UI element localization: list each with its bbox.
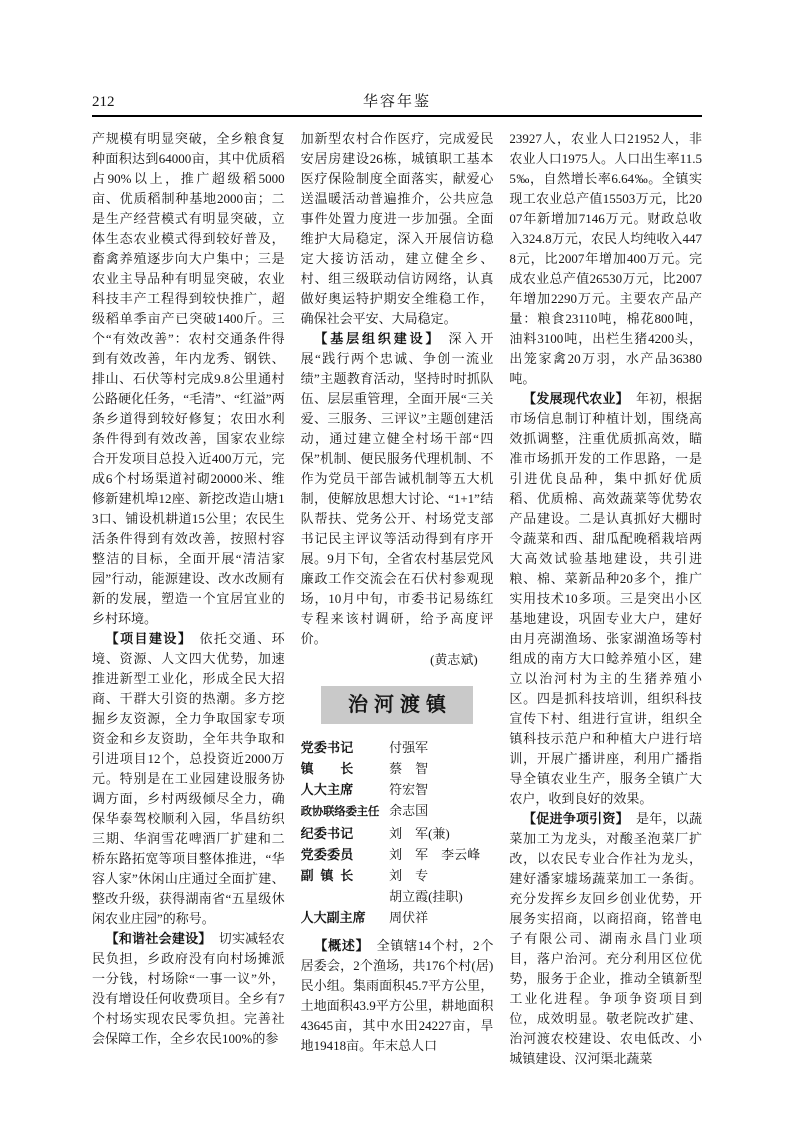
paragraph-text: 产规模有明显突破，全乡粮食复种面积达到64000亩，其中优质稻占90%以上，推广超级稻5000亩、优质稻制种基地2000亩；二是生产经营模式有明显突破，立体生态农业模式得到较好普及，畜禽养殖逐步向大户集中；三是农业主导品种有明显突破，农业科技丰产工程得到较快推广，超级稻单季亩产已突破1400斤。三个“有效改善”：农村交通条件得到有效改善，年内龙秀、钢铁、排山、石伏等村完成9.8公里通村公路硬化任务，“毛清”、“红溢”两条乡道得到较好修复；农田水利条件得到有效改善，国家农业综合开发项目总投入近400万元，完成6个村场渠道衬砌20000米、维修新建机埠12座、新挖改造山塘13口、铺设机耕道15公里；农民生活条件得到有效改善，按照村容整洁的目标，全面开展“清洁家园”行动，能源建设、改水改厕有新的发展，塑造一个宜居宜业的乡村环境。 [92, 131, 285, 626]
paragraph-text: 23927人，农业人口21952人，非农业人口1975人。人口出生率11.55‰，自然增长率6.64‰。全镇实现工农业总产值15503万元，比2007年新增加7146万元。财政总收入324.8万元，农民人均纯收入4478元，比2007年增加400万元。完成农业总产值26530万元，比2007年增加2290万元。主要农产品产量：粮食23110吨，棉花800吨，油料3100吨，出栏生猪4200头，出笼家禽20万羽，水产品36380吨。 [509, 131, 702, 386]
paragraph-text: 是年，以蔬菜加工为龙头，对酸圣泡菜厂扩改，以农民专业合作社为龙头，建好潘家墟场蔬菜加工一条街。充分发挥乡友回乡创业优势，开展务实招商，以商招商，铭普电子有限公司、湖南永昌门业项目，落户治河。充分利用区位优势，服务于企业，推动全镇新型工业化进程。争项争资项目到位，成效明显。敬老院改扩建、治河渡农校建设、农电低改、小城镇建设、汉河渠北蔬菜 [509, 811, 702, 1066]
paragraph-text: 年初，根据市场信息制订种植计划，围绕高效抓调整，注重优质抓高效，瞄准市场抓开发的工作思路，一是引进优良品种，集中抓好优质稻、优质棉、高效蔬菜等优势农产品建设。二是认真抓好大棚时令蔬菜和西、甜瓜配晚稻栽培两大高效试验基地建设，共引进粮、棉、菜新品种20多个，推广实用技术10多项。三是突出小区基地建设，巩固专业大户，建好由月亮湖渔场、张家湖渔场等村组成的南方大口鲶养殖小区，建立以治河村为主的生猪养殖小区。四是抓科技培训，组织科技宣传下村、组进行宣讲，组织全镇科技示范户和种植大户进行培训，开展广播讲座，利用广播指导全镇农业生产，服务全镇广大农户，收到良好的效果。 [509, 391, 702, 806]
paragraph-text: 依托交通、环境、资源、人文四大优势，加速推进新型工业化，形成全民大招商、干群大引资的热潮。多方挖掘乡友资源，全力争取国家专项资金和乡友资助，全年共争取和引进项目12个，总投资近2000万元。特别是在工业园建设服务协调方面，乡村两级倾尽全力，确保华泰驾校顺利入园，华昌纺织三期、华润雪花啤酒厂扩建和二桥东路拓宽等项目整体推进，“华容人家”休闲山庄通过全面扩建、整改升级，获得湖南省“五星级休闲农业庄园”的称号。 [92, 631, 285, 926]
column-center [301, 129, 494, 1079]
header-rule [92, 115, 702, 117]
official-role: 政协联络委主任 [300, 806, 380, 818]
official-row [301, 865, 494, 886]
paragraph-text: 深入开展“践行两个忠诚、争创一流业绩”主题教育活动，坚持时时抓队伍、层层重管理，全面开展“三关爱、三服务、三评议”主题创建活动，通过建立健全村场干部“四保”机制、便民服务代理机制、不作为党员干部告诫机制等五大机制，使解放思想大讨论、“1+1”结队帮扶、党务公开、村场党支部书记民主评议等活动得到有序开展。9月下旬，全省农村基层党风廉政工作交流会在石伏村参观现场，10月中旬，市委书记易练红专程来该村调研，给予高度评价。 [300, 331, 494, 646]
section-heading: 【基层组织建设】 [314, 331, 442, 346]
paragraph [509, 129, 702, 389]
official-row [301, 779, 494, 800]
paragraph [92, 929, 285, 1049]
official-name: 符宏智 [389, 782, 429, 797]
officials-list [301, 737, 494, 928]
official-role: 镇长 [300, 761, 354, 776]
paragraph-text: 加新型农村合作医疗，完成爱民安居房建设26栋，城镇职工基本医疗保险制度全面落实，献爱心送温暖活动普遍推介，公共应急事件处置力度进一步加强。全面维护大局稳定，深入开展信访稳定大接访活动，建立健全乡、村、组三级联动信访网络，认真做好奥运特护期安全维稳工作，确保社会平安、大局稳定。 [300, 131, 494, 326]
section-heading: 【项目建设】 [105, 631, 193, 646]
column-left [92, 129, 285, 1079]
paragraph-text: 切实减轻农民负担，乡政府没有向村场摊派一分钱，村场除“一事一议”外，没有增设任何收费项目。全乡有7个村场实现农民零负担。完善社会保障工作，全乡农民100%的参 [92, 931, 285, 1046]
page-number: 212 [92, 94, 115, 110]
official-row [301, 758, 494, 779]
official-row [301, 844, 494, 865]
official-row [301, 907, 494, 928]
official-role: 人大主席 [300, 782, 354, 797]
page-header [92, 92, 702, 112]
official-name: 刘 专 [389, 868, 429, 883]
official-name: 胡立霞(挂职) [389, 889, 463, 904]
book-title: 华容年鉴 [362, 94, 431, 110]
text-columns [92, 129, 702, 1079]
official-role: 纪委书记 [300, 826, 354, 841]
paragraph [509, 389, 702, 809]
official-role: 党委委员 [300, 847, 354, 862]
official-name: 周伏祥 [389, 910, 429, 925]
official-name: 余志国 [389, 803, 429, 818]
official-role: 党委书记 [300, 740, 354, 755]
author-credit: (黄志斌) [430, 652, 478, 667]
section-heading: 【发展现代农业】 [522, 391, 629, 406]
official-row [301, 737, 494, 758]
official-row [301, 886, 494, 907]
paragraph [301, 936, 494, 1056]
official-role: 人大副主席 [300, 910, 366, 925]
official-role: 副镇长 [300, 868, 354, 883]
paragraph [301, 129, 494, 329]
official-row [301, 823, 494, 844]
official-row [301, 800, 494, 823]
column-right [509, 129, 702, 1079]
paragraph [92, 629, 285, 929]
section-heading: 【概述】 [314, 938, 370, 953]
official-name: 蔡 智 [389, 761, 429, 776]
paragraph-text: 全镇辖14个村，2个居委会，2个渔场，共176个村(居)民小组。集雨面积45.7平方公里，土地面积43.9平方公里，耕地面积43645亩，其中水田24227亩，旱地19418亩。年末总人口 [300, 938, 494, 1053]
section-heading: 【和谐社会建设】 [105, 931, 212, 946]
paragraph [92, 129, 285, 629]
official-name: 付强军 [389, 740, 429, 755]
town-section-title: 治河渡镇 [321, 686, 473, 724]
paragraph [509, 809, 702, 1069]
paragraph [301, 329, 494, 649]
official-name: 刘 军 李云峰 [389, 847, 481, 862]
section-heading: 【促进争项引资】 [522, 811, 629, 826]
official-name: 刘 军(兼) [389, 826, 450, 841]
